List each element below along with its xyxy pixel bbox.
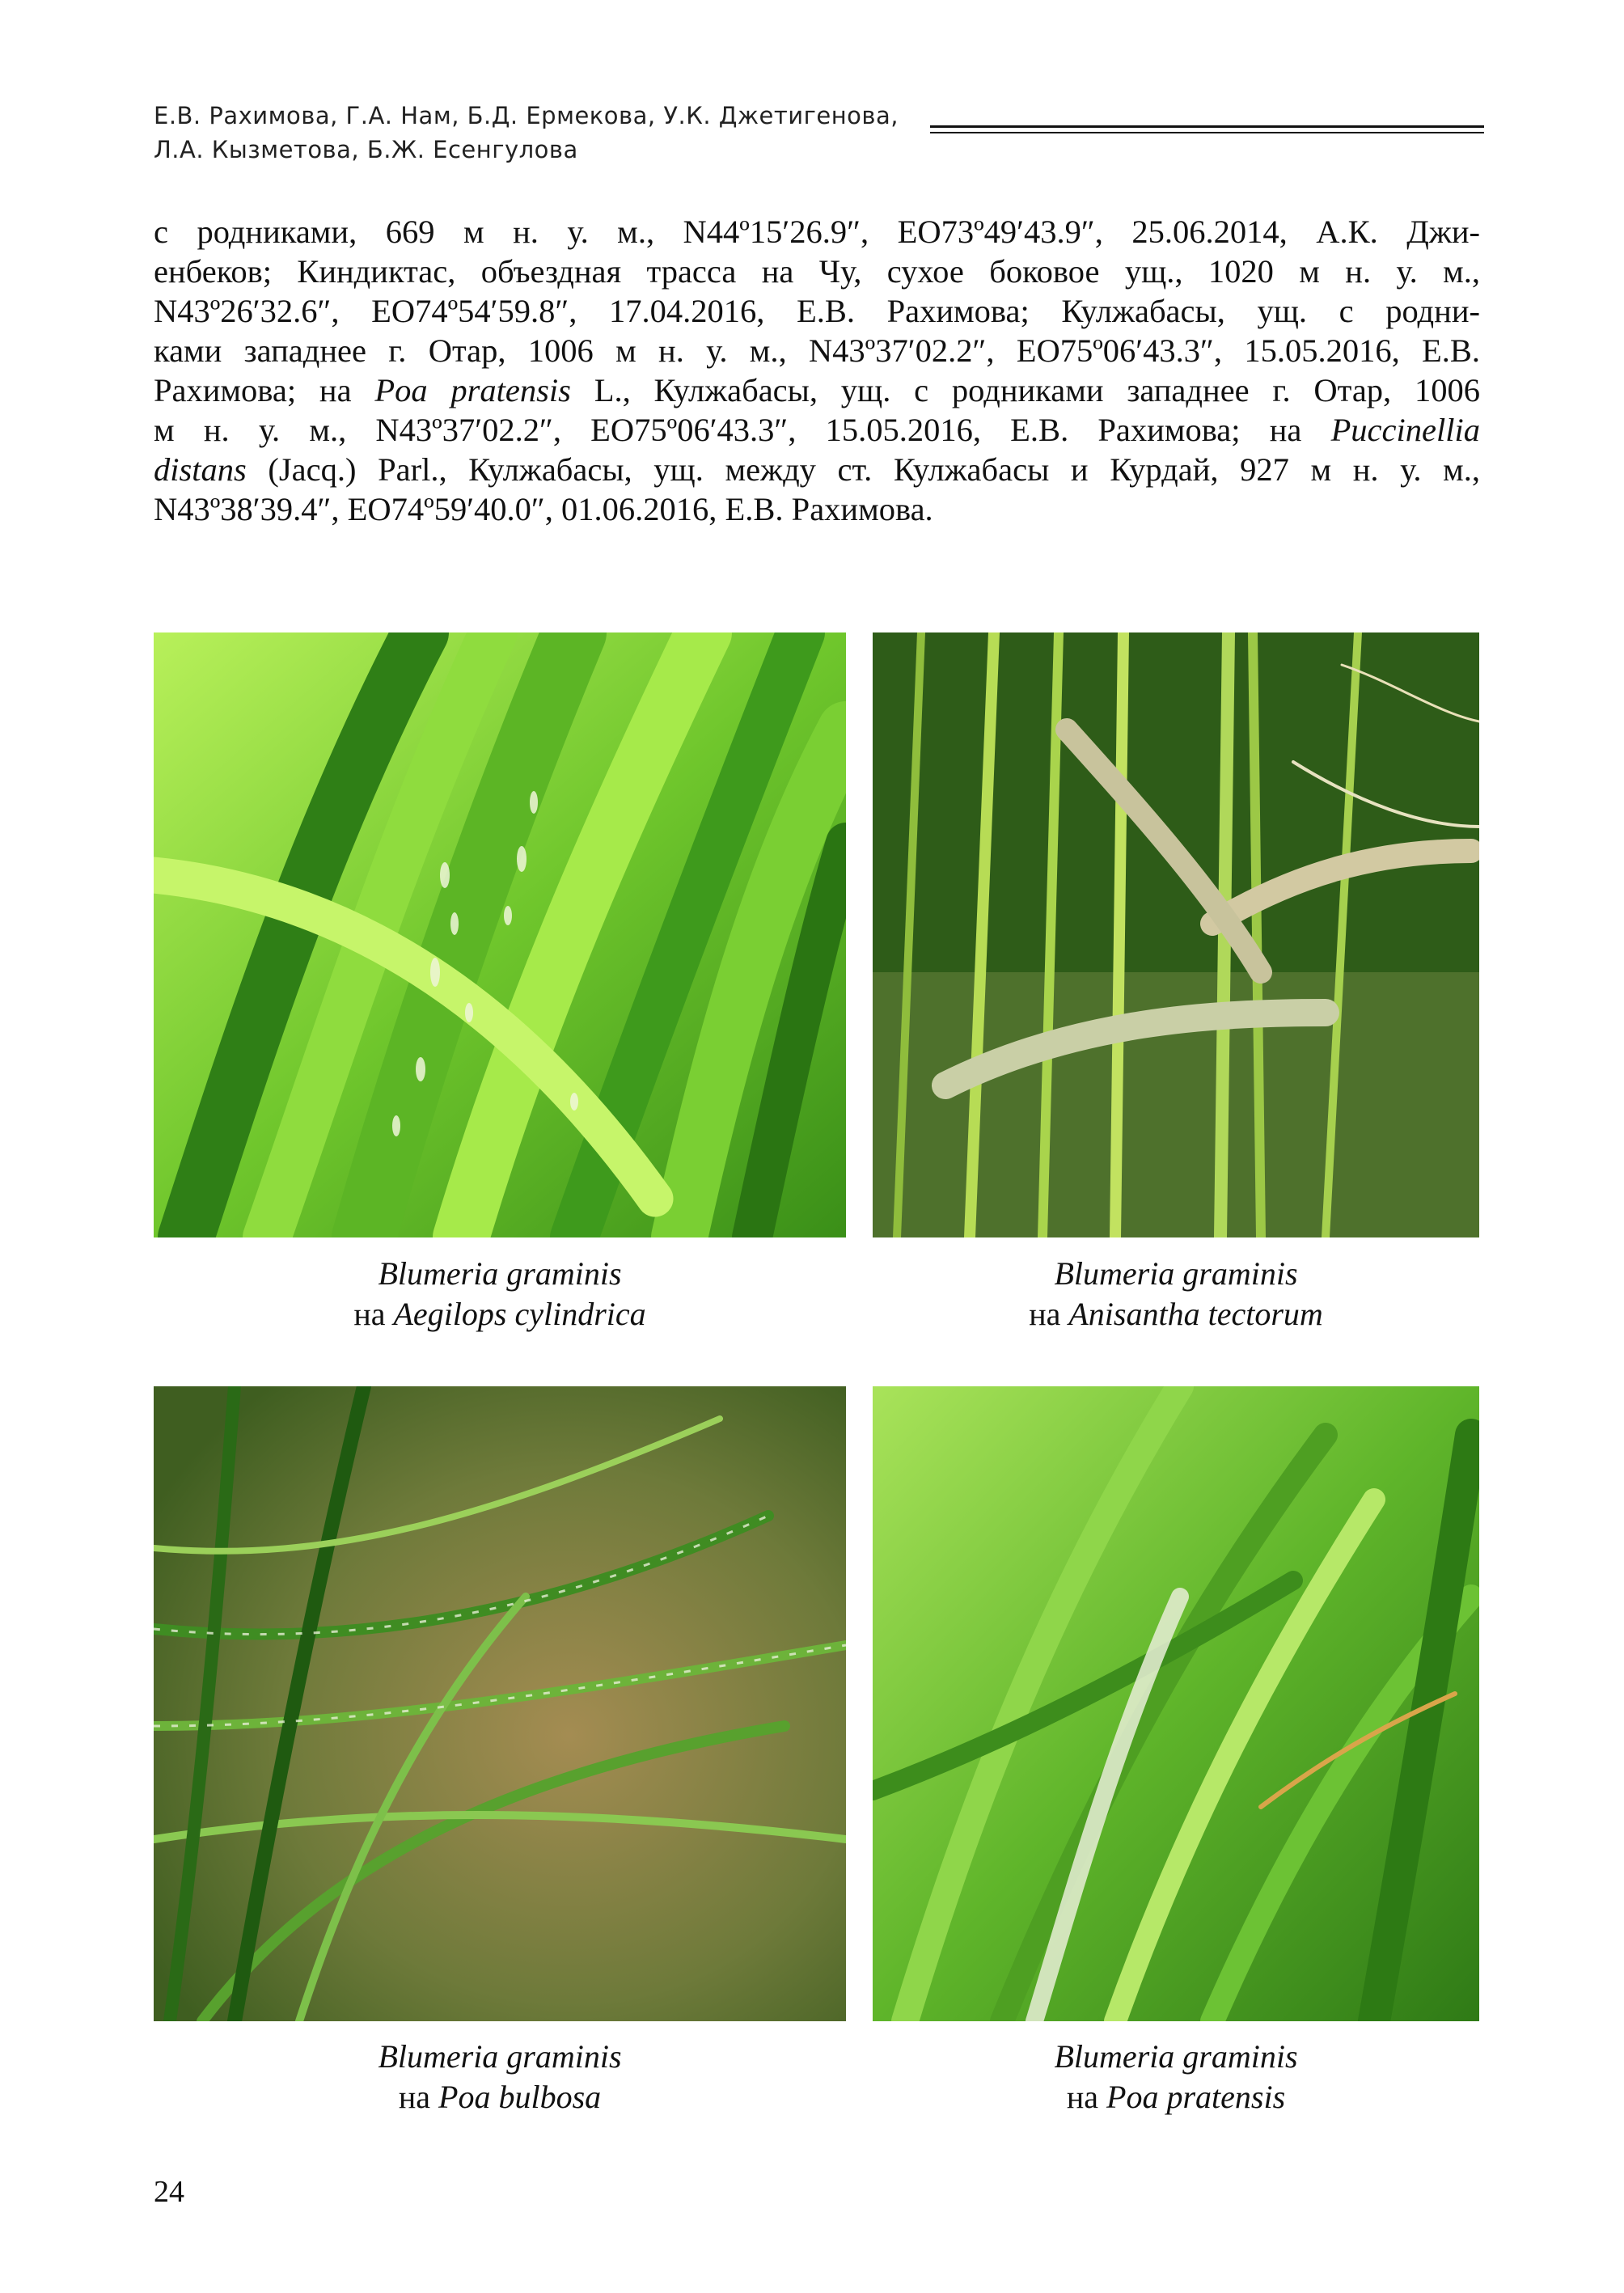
header-rule-thin	[930, 132, 1484, 133]
photo-poa-bulbosa	[154, 1386, 846, 2021]
text-line	[154, 370, 1480, 410]
text-line	[154, 410, 1480, 450]
fungus-name: Blumeria graminis	[378, 2038, 622, 2075]
caption-preposition: на	[353, 1296, 394, 1332]
text-run: L., Кулжабасы, ущ. с родниками западнее г. Отар, 1006	[570, 372, 1480, 408]
text-line	[154, 450, 1480, 489]
figure-caption-1	[154, 1254, 846, 1335]
photo-poa-pratensis	[873, 1386, 1479, 2021]
figure-caption-4	[873, 2037, 1479, 2117]
text-line: с родниками, 669 м н. у. м., N44º15′26.9″, EO73º49′43.9″, 25.06.2014, А.К. Джи-	[154, 214, 1480, 250]
species-name: Puccinellia	[1330, 412, 1480, 448]
fungus-name: Blumeria graminis	[1054, 1255, 1298, 1292]
host-name: Aegilops cylindrica	[393, 1296, 646, 1332]
figure-caption-3	[154, 2037, 846, 2117]
text-line: N43º26′32.6″, EO74º54′59.8″, 17.04.2016, Е.В. Рахимова; Кулжабасы, ущ. с родни-	[154, 293, 1480, 329]
text-line: N43º38′39.4″, EO74º59′40.0″, 01.06.2016, Е.В. Рахимова.	[154, 491, 933, 527]
text-run: м н. у. м., N43º37′02.2″, EO75º06′43.3″, 15.05.2016, Е.В. Рахимова; на	[154, 412, 1331, 448]
figure-caption-2	[873, 1254, 1479, 1335]
authors-line-1: Е.В. Рахимова, Г.А. Нам, Б.Д. Ермекова, У.К. Джетигенова,	[154, 102, 899, 129]
authors-line-2: Л.А. Кызметова, Б.Ж. Есенгулова	[154, 136, 578, 163]
photo-aegilops-cylindrica	[154, 632, 846, 1237]
species-name: distans	[154, 451, 247, 488]
caption-preposition: на	[1029, 1296, 1069, 1332]
caption-preposition: на	[398, 2079, 439, 2115]
caption-preposition: на	[1066, 2079, 1107, 2115]
text-run: (Jacq.) Parl., Кулжабасы, ущ. между ст. Кулжабасы и Курдай, 927 м н. у. м.,	[246, 451, 1480, 488]
species-name: Poa pratensis	[374, 372, 571, 408]
fungus-name: Blumeria graminis	[378, 1255, 622, 1292]
header-rule-thick	[930, 125, 1484, 128]
fungus-name: Blumeria graminis	[1054, 2038, 1298, 2075]
text-line: ками западнее г. Отар, 1006 м н. у. м., N43º37′02.2″, EO75º06′43.3″, 15.05.2016, Е.В.	[154, 332, 1480, 369]
page-number: 24	[154, 2175, 184, 2209]
host-name: Anisantha tectorum	[1068, 1296, 1323, 1332]
text-run: Рахимова; на	[154, 372, 375, 408]
host-name: Poa bulbosa	[438, 2079, 602, 2115]
text-line: енбеков; Киндиктас, объездная трасса на Чу, сухое боковое ущ., 1020 м н. у. м.,	[154, 253, 1480, 290]
photo-anisantha-tectorum	[873, 632, 1479, 1237]
host-name: Poa pratensis	[1106, 2079, 1286, 2115]
specimen-records-paragraph	[154, 212, 1480, 529]
